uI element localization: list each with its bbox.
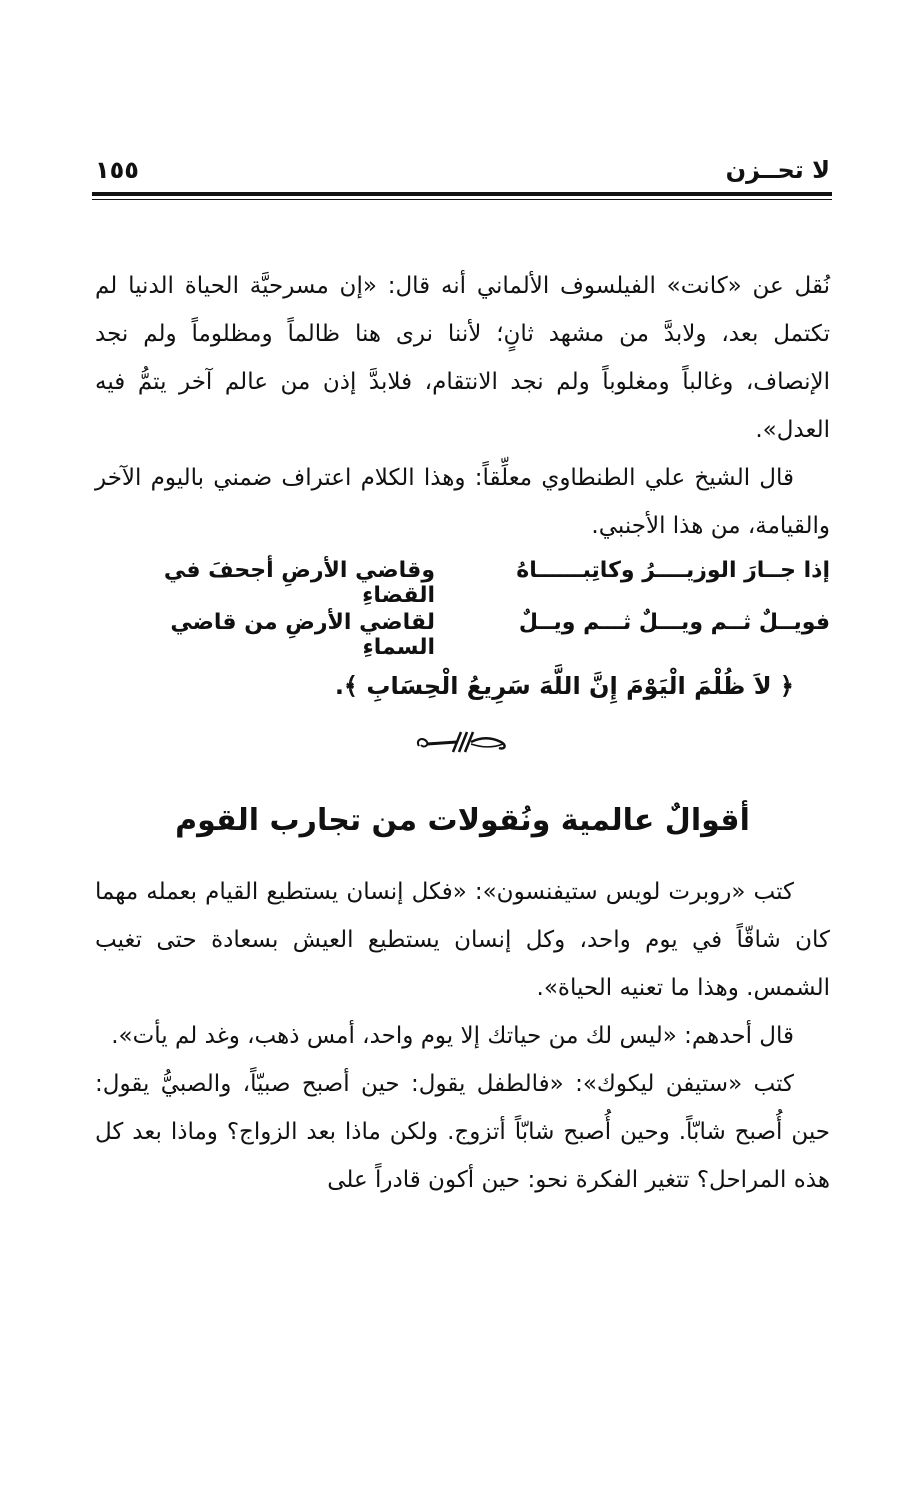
paragraph-stevenson-quote: كتب «روبرت لويس ستيفنسون»: «فكل إنسان يستطيع القيام بعمله مهما كان شاقّاً في يوم واحد، وكل إنسان يستطيع العيش بسعادة حتى تغيب الشمس. وهذا ما تعنيه الحياة».: [95, 879, 830, 1001]
section-divider-ornament-icon: [95, 728, 830, 768]
paragraph-leacock-quote: كتب «ستيفن ليكوك»: «فالطفل يقول: حين أصبح صبيّاً، والصبيُّ يقول: حين أُصبح شابّاً. وحين أُصبح شابّاً أتزوج. ولكن ماذا بعد الزواج؟ وماذا بعد كل هذه المراحل؟ تتغير الفكرة نحو: حين أكون قادراً على: [95, 1071, 830, 1193]
header-rule-thick: [92, 192, 832, 196]
paragraph-tantawi-comment: قال الشيخ علي الطنطاوي معلِّقاً: وهذا الكلام اعتراف ضمني باليوم الآخر والقيامة، من هذا الأجنبي.: [95, 465, 830, 539]
poem-line-2: [95, 602, 830, 660]
page-number: ١٥٥: [95, 156, 139, 184]
section-heading: أقوالٌ عالمية ونُقولات من تجارب القوم: [175, 803, 750, 838]
poem-line-1-second-hemistich: وقاضي الأرضِ أجحفَ في القضاءِ: [163, 558, 435, 608]
poem-line-1: [95, 550, 830, 608]
poem-line-1-first-hemistich: إذا جــارَ الوزيــــرُ وكاتِبــــــاهُ: [516, 558, 830, 583]
paragraph-one-day-quote: قال أحدهم: «ليس لك من حياتك إلا يوم واحد، أمس ذهب، وغد لم يأت».: [111, 1023, 794, 1049]
book-title: لا تحــزن: [725, 156, 830, 184]
header-rule-thin: [92, 199, 832, 200]
page-content: [95, 262, 830, 1204]
running-header: [95, 150, 830, 190]
poem-line-2-first-hemistich: فويــلٌ ثــم ويـــلٌ ثـــم ويــلٌ: [518, 610, 830, 635]
poem-line-2-second-hemistich: لقاضي الأرضِ من قاضي السماءِ: [170, 610, 435, 660]
paragraph-kant-quote: نُقل عن «كانت» الفيلسوف الألماني أنه قال: «إن مسرحيَّة الحياة الدنيا لم تكتمل بعد، ولابدَّ من مشهد ثانٍ؛ لأننا نرى هنا ظالماً ومظلوماً ولم نجد الإنصاف، وغالباً ومغلوباً ولم نجد الانتقام، فلابدَّ إذن من عالم آخر يتمُّ فيه العدل».: [95, 273, 830, 443]
quran-verse: ﴿ لاَ ظُلْمَ الْيَوْمَ إِنَّ اللَّهَ سَرِيعُ الْحِسَابِ ﴾.: [334, 672, 794, 700]
